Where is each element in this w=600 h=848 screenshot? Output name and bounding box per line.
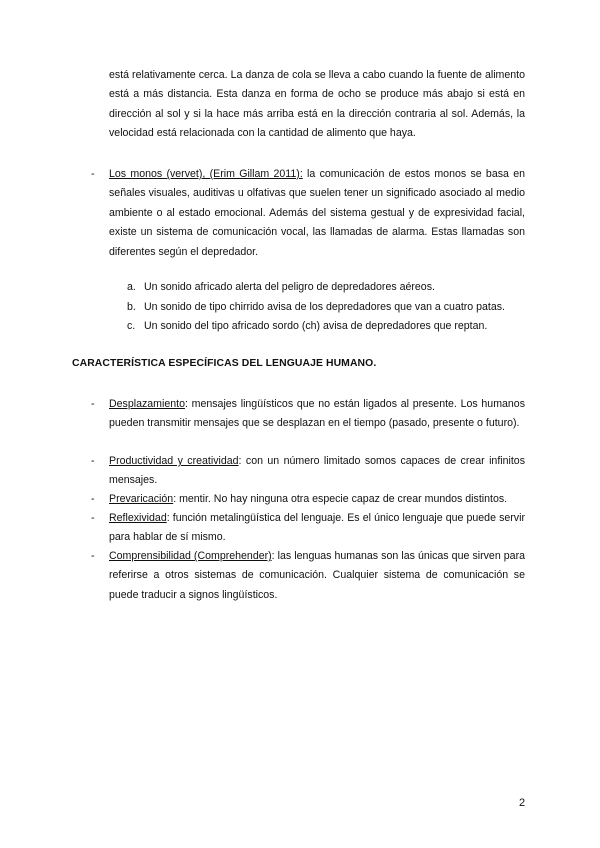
page-number: 2 xyxy=(519,797,526,809)
feature-text: : con un número limitado somos capaces de crear infinitos mensajes. xyxy=(109,455,525,487)
feature-text: : función metalingüística del lenguaje. Es el único lenguaje que puede servir para hablar de sí mismo. xyxy=(109,512,525,544)
feature-dash: - xyxy=(91,493,95,505)
feature-text: : mentir. No hay ninguna otra especie capaz de crear mundos distintos. xyxy=(173,493,508,505)
monkeys-paragraph xyxy=(109,165,525,262)
feature-item xyxy=(109,547,525,605)
feature-term: Productividad y creatividad xyxy=(109,455,239,467)
monkeys-text: la comunicación de estos monos se basa en señales visuales, auditivas u olfativas que suelen tener un significado asociado al medio ambiente o al estado emocional. Además del sistema gestual y de expresividad facial, existe un sistema de comunicación vocal, las llamadas de alarma. Estas llamadas son diferentes según el depredador. xyxy=(109,168,525,258)
monkeys-term: Los monos (vervet), (Erim Gillam 2011): xyxy=(109,168,303,180)
list-item-letter: c. xyxy=(127,320,136,332)
feature-dash: - xyxy=(91,512,95,524)
list-item-letter: a. xyxy=(127,281,136,293)
feature-item xyxy=(109,395,525,434)
feature-dash: - xyxy=(91,455,95,467)
section-heading: CARACTERÍSTICA ESPECÍFICAS DEL LENGUAJE HUMANO. xyxy=(72,358,377,369)
feature-text: : mensajes lingüísticos que no están ligados al presente. Los humanos pueden transmitir mensajes que se desplazan en el tiempo (pasado, presente o futuro). xyxy=(109,398,525,430)
feature-item xyxy=(109,509,525,548)
list-item-text: Un sonido africado alerta del peligro de depredadores aéreos. xyxy=(144,281,435,293)
feature-term: Reflexividad xyxy=(109,512,167,524)
feature-text: : las lenguas humanas son las únicas que sirven para referirse a otros sistemas de comunicación. Cualquier sistema de comunicación se puede traducir a signos lingüísticos. xyxy=(109,550,525,601)
feature-term: Comprensibilidad (Comprehender) xyxy=(109,550,272,562)
feature-dash: - xyxy=(91,550,95,562)
feature-dash: - xyxy=(91,398,95,410)
feature-term: Prevaricación xyxy=(109,493,174,505)
list-item-letter: b. xyxy=(127,301,136,313)
list-item-text: Un sonido del tipo africado sordo (ch) avisa de depredadores que reptan. xyxy=(144,320,488,332)
feature-item xyxy=(109,452,525,491)
monkeys-bullet-dash: - xyxy=(91,168,95,180)
feature-term: Desplazamiento xyxy=(109,398,185,410)
feature-item xyxy=(109,490,525,509)
list-item-text: Un sonido de tipo chirrido avisa de los depredadores que van a cuatro patas. xyxy=(144,301,506,313)
intro-paragraph: está relativamente cerca. La danza de cola se lleva a cabo cuando la fuente de alimento está a más distancia. Esta danza en forma de ocho se produce más abajo si está en dirección al sol y si la hace más arriba está en la dirección contraria al sol. Además, la velocidad está relacionada con la cantidad de alimento que haya. xyxy=(109,69,525,140)
